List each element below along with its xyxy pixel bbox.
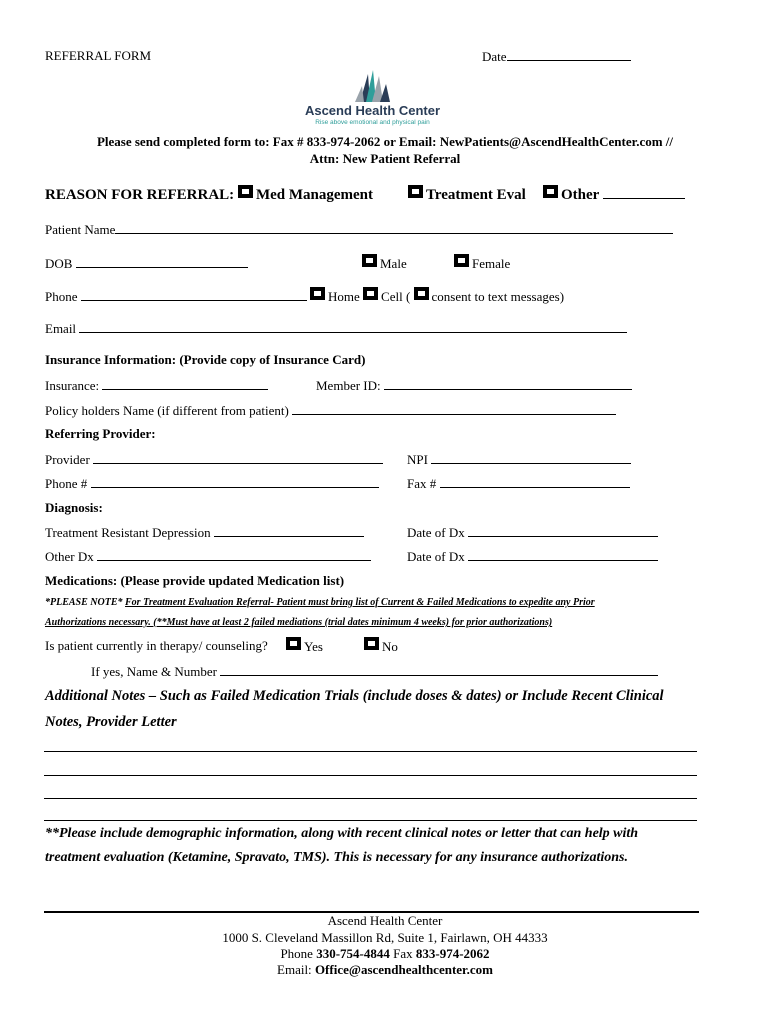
footer-address: 1000 S. Cleveland Massillon Rd, Suite 1, Fairlawn, OH 44333 — [222, 930, 548, 945]
patient-name-field[interactable] — [45, 221, 673, 238]
npi-field[interactable] — [407, 451, 631, 468]
additional-notes-line2: Notes, Provider Letter — [45, 714, 177, 730]
provider-fax-field[interactable] — [407, 475, 630, 492]
phone-input[interactable] — [81, 288, 307, 301]
therapy-no-checkbox[interactable] — [364, 637, 379, 650]
treatment-eval-option[interactable] — [408, 185, 526, 204]
other-dx-field[interactable] — [45, 548, 371, 565]
policy-holder-field[interactable] — [45, 402, 616, 419]
note-text-1: For Treatment Evaluation Referral- Patient must bring list of Current & Failed Medications to expedite any Prior — [125, 597, 595, 608]
med-management-label: Med Management — [255, 187, 373, 203]
footer-phone-fax — [0, 946, 770, 962]
trd-field[interactable] — [45, 524, 364, 541]
footer-fax: 833-974-2062 — [415, 946, 490, 961]
therapy-question: Is patient currently in therapy/ counseling? — [45, 638, 268, 653]
provider-heading: Referring Provider: — [45, 426, 156, 441]
email-field[interactable] — [45, 320, 627, 337]
notes-line-2[interactable] — [44, 775, 697, 776]
notes-line-4[interactable] — [44, 820, 697, 821]
other-label: Other — [561, 187, 600, 203]
ascend-logo — [300, 68, 445, 130]
therapy-yes-checkbox[interactable] — [286, 637, 301, 650]
therapy-yes-option[interactable] — [286, 637, 323, 655]
npi-label: NPI — [407, 452, 428, 467]
logo-name: Ascend Health Center — [304, 103, 441, 118]
closing-line2: treatment evaluation (Ketamine, Spravato, TMS). This is necessary for any insurance authorizations. — [45, 850, 629, 865]
date-label: Date — [482, 49, 507, 64]
provider-label: Provider — [45, 452, 90, 467]
male-label: Male — [380, 256, 407, 271]
medications-note-line1 — [45, 597, 595, 608]
date-of-dx-label: Date of Dx — [407, 525, 465, 540]
insurance-field[interactable] — [45, 377, 268, 394]
therapy-no-option[interactable] — [364, 637, 398, 655]
policy-holder-label: Policy holders Name (if different from patient) — [45, 403, 289, 418]
female-option[interactable] — [454, 254, 510, 272]
notes-line-1[interactable] — [44, 751, 697, 752]
email-label: Email — [45, 321, 77, 336]
footer-email[interactable]: Office@ascendhealthcenter.com — [314, 962, 493, 977]
insurance-label: Insurance: — [45, 378, 100, 393]
medications-note-line2: Authorizations necessary. (**Must have at least 2 failed mediations (trial dates minimum 4 weeks) for prior authorizations) — [45, 617, 553, 628]
female-label: Female — [472, 256, 511, 271]
cell-checkbox[interactable] — [363, 287, 378, 300]
footer-fax-label: Fax — [393, 946, 413, 961]
home-label: Home — [328, 289, 360, 304]
med-management-checkbox[interactable] — [238, 185, 253, 198]
other-dx-label: Other Dx — [45, 549, 94, 564]
footer-name: Ascend Health Center — [327, 913, 443, 928]
therapist-field[interactable] — [91, 663, 658, 680]
diagnosis-heading: Diagnosis: — [45, 500, 103, 515]
logo-tagline: Rise above emotional and physical pain — [315, 119, 430, 126]
therapy-no-label: No — [382, 639, 398, 654]
trd-label: Treatment Resistant Depression — [45, 525, 211, 540]
consent-label: consent to text messages) — [431, 289, 565, 304]
notes-line-3[interactable] — [44, 798, 697, 799]
other-checkbox[interactable] — [543, 185, 558, 198]
provider-fax-label: Fax # — [407, 476, 437, 491]
dob-label: DOB — [45, 256, 73, 271]
home-checkbox[interactable] — [310, 287, 325, 300]
phone-label: Phone — [45, 289, 78, 304]
provider-phone-label: Phone # — [45, 476, 88, 491]
therapist-label: If yes, Name & Number — [91, 664, 217, 679]
send-to-line1: Please send completed form to: Fax # 833-974-2062 or Email: NewPatients@AscendHealthCenter.com // — [96, 134, 674, 149]
date-field[interactable] — [482, 48, 631, 65]
form-title: REFERRAL FORM — [45, 48, 152, 63]
note-prefix: *PLEASE NOTE* — [45, 597, 123, 608]
cell-label: Cell ( — [381, 289, 411, 304]
closing-line1: **Please include demographic information, along with recent clinical notes or letter that can help with — [45, 826, 639, 841]
footer-email-row — [0, 962, 770, 978]
other-option[interactable] — [543, 185, 685, 204]
female-checkbox[interactable] — [454, 254, 469, 267]
reason-row — [45, 185, 373, 204]
therapy-yes-label: Yes — [304, 639, 323, 654]
male-option[interactable] — [362, 254, 407, 272]
consent-checkbox[interactable] — [414, 287, 429, 300]
member-id-label: Member ID: — [316, 378, 381, 393]
reason-label: REASON FOR REFERRAL: — [45, 187, 235, 203]
medications-heading: Medications: (Please provide updated Medication list) — [45, 573, 345, 588]
insurance-heading: Insurance Information: (Provide copy of Insurance Card) — [45, 352, 366, 367]
provider-phone-field[interactable] — [45, 475, 379, 492]
date-of-dx-field-2[interactable] — [407, 548, 658, 565]
treatment-eval-label: Treatment Eval — [426, 187, 526, 203]
phone-row — [45, 287, 564, 305]
footer-phone: 330-754-4844 — [316, 946, 390, 961]
treatment-eval-checkbox[interactable] — [408, 185, 423, 198]
dob-field[interactable] — [45, 255, 248, 272]
male-checkbox[interactable] — [362, 254, 377, 267]
date-of-dx-label-2: Date of Dx — [407, 549, 465, 564]
send-to-line2: Attn: New Patient Referral — [309, 151, 461, 166]
footer-email-label: Email: — [277, 962, 312, 977]
provider-field[interactable] — [45, 451, 383, 468]
date-of-dx-field[interactable] — [407, 524, 658, 541]
additional-notes-line1: Additional Notes – Such as Failed Medication Trials (include doses & dates) or Include Recent Clinical — [45, 688, 664, 704]
mountain-logo-icon — [300, 68, 445, 102]
footer-phone-label: Phone — [280, 946, 313, 961]
patient-name-label: Patient Name — [45, 222, 116, 237]
member-id-field[interactable] — [316, 377, 632, 394]
